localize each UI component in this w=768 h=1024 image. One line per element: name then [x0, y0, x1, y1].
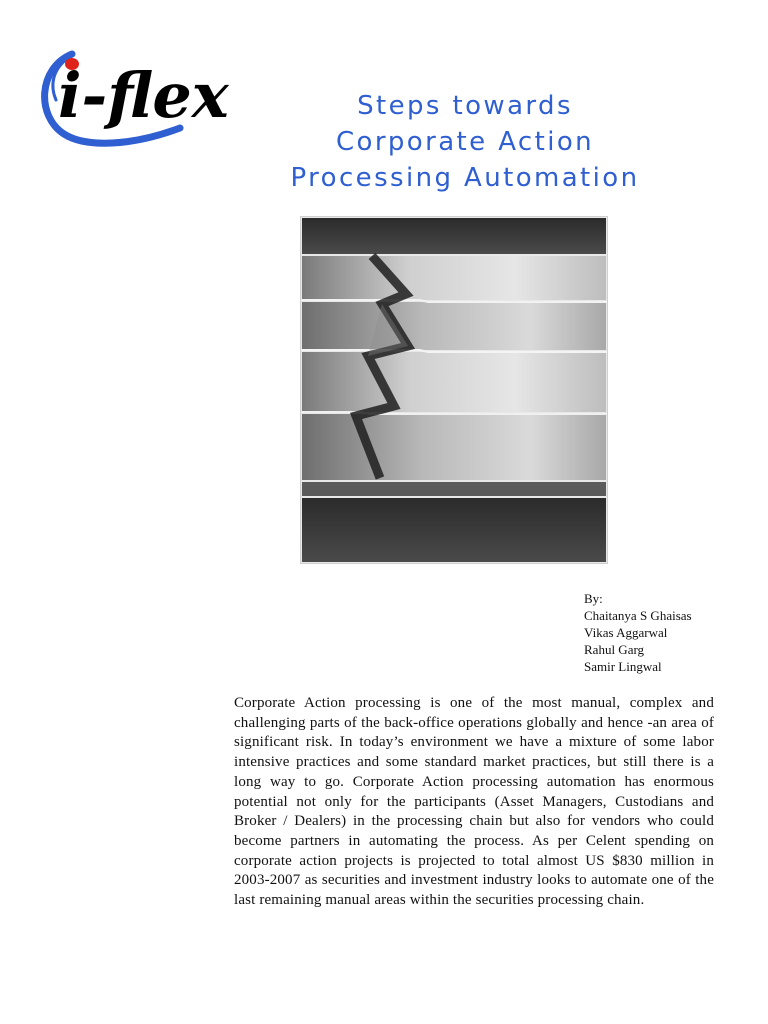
document-title: [240, 88, 690, 196]
logo-wordmark: i-flex: [58, 59, 229, 132]
cover-photo-stairs: [300, 216, 608, 564]
title-line-3: Processing Automation: [290, 163, 640, 193]
author-name: Rahul Garg: [584, 642, 645, 657]
author-name: Chaitanya S Ghaisas: [584, 608, 692, 623]
title-line-1: Steps towards: [357, 91, 573, 121]
company-logo: [30, 34, 236, 164]
title-line-2: Corporate Action: [335, 127, 595, 157]
iflex-logo-graphic: [30, 34, 236, 164]
author-name: Vikas Aggarwal: [584, 625, 668, 640]
abstract-paragraph: Corporate Action processing is one of the most manual, complex and challenging parts of the back-office operations globally and hence -an area of significant risk. In today’s environment we have a mixture of some labor intensive practices and some standard market practices, but still there is a long way to go. Corporate Action processing automation has enormous potential not only for the participants (Asset Managers, Custodians and Broker / Dealers) in the processing chain but also for vendors who could become partners in automating the process. As per Celent spending on corporate action projects is projected to total almost US $830 million in 2003-2007 as securities and investment industry looks to automate one of the last remaining manual areas within the securities processing chain.: [234, 695, 714, 909]
author-byline: [584, 590, 692, 675]
byline-label: By:: [584, 591, 603, 606]
author-name: Samir Lingwal: [584, 659, 662, 674]
